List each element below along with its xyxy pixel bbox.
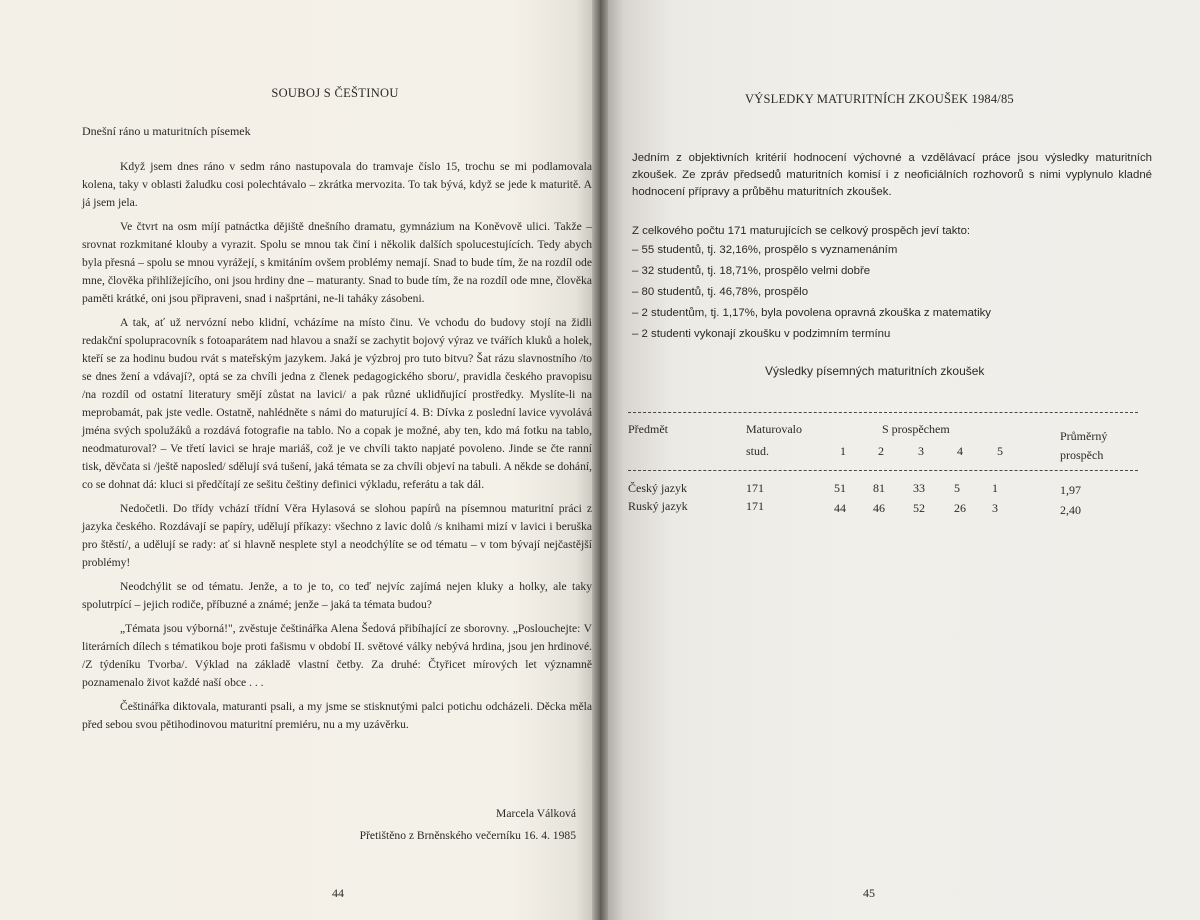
cell-avg: 1,97 [1060, 483, 1081, 497]
list-item: – 55 studentů, tj. 32,16%, prospělo s vyznamenáním [632, 244, 898, 256]
col-header-grade-2: 2 [878, 444, 884, 458]
col-header-grades: S prospěchem [882, 422, 950, 436]
article-signature [360, 803, 576, 847]
cell-grade-4: 5 [954, 481, 960, 495]
table-rule-top [628, 412, 1138, 413]
article-paragraph: Ve čtvrt na osm míjí patnáctka dějiště dnešního dramatu, gymnázium na Koněvově ulici. Takže – srovnat rozkmitané klouby a vyrazit. Spolu se mnou tak činí i několik dalších spolucestujících. Tedy abych byla přesná – spolu se mnou vyrážejí, s kmitáním ovšem problémy nemají. Snad to bude tím, že na rozdíl ode mne, člověka přihlížejícího, oni jsou hrdiny dne – maturanty. Snad to bude tím, že na rozdíl ode mne, člověka paměti krátké, oni jsou připraveni, snad i našprtáni, ne-li taháky zásobeni. [82, 220, 592, 305]
article-paragraph: Neodchýlit se od tématu. Jenže, a to je to, co teď nejvíc zajímá nejen kluky a holky, ale taky spolutrpící – jejich rodiče, příbuzné a známé; jenže – jaká ta témata budou? [82, 580, 592, 611]
cell-avg: 2,40 [1060, 503, 1081, 517]
cell-grade-3: 52 [913, 501, 925, 515]
article-paragraph: Když jsem dnes ráno v sedm ráno nastupovala do tramvaje číslo 15, trochu se mi podlamovala kolena, taky v oblasti žaludku cosi polechtávalo – zkrátka mervozita. To tak bývá, když se jede k maturitě. A já jsem jela. [82, 160, 592, 209]
col-header-took: Maturovalo [746, 422, 802, 436]
results-intro [632, 150, 1152, 201]
cell-subject: Český jazyk [628, 481, 687, 495]
cell-took: 171 [746, 499, 764, 513]
article-paragraph: „Témata jsou výborná!", zvěstuje češtinářka Alena Šedová přibíhající ze sborovny. „Poslouchejte: V literárních dílech s tématikou boje proti fašismu v období II. světové války nebývá hrdina, jsou jen hrdinové. /Z týdeníku Tvorba/. Výklad na základě vlastní četby. Za druhé: Čtyřicet mírových let významně poznamenalo život každé naší obce . . . [82, 622, 592, 689]
author-name: Marcela Válková [496, 807, 576, 820]
col-header-grade-3: 3 [918, 444, 924, 458]
cell-took: 171 [746, 481, 764, 495]
page-number-right: 45 [863, 886, 875, 900]
article-paragraph: Nedočetli. Do třídy vchází třídní Věra Hylasová se slohou papírů na písemnou maturitní práci z jazyka českého. Rozdávají se papíry, udělují příkazy: všechno z lavic dolů /s knihami mizí v lavici i beruška pro štěstí/, a udělují se rady: ať si hlavně nesplete styl a neodchýlíte se od tématu – v tom bývají nejčastější problémy! [82, 502, 592, 569]
page-number-left: 44 [332, 886, 344, 900]
list-item: – 80 studentů, tj. 46,78%, prospělo [632, 286, 809, 298]
intro-paragraph: Jedním z objektivních kritérií hodnocení výchovné a vzdělávací práce jsou výsledky maturitních zkoušek. Ze zpráv předsedů maturitních komisí i z neoficiálních rozhovorů s nimi vyplynulo kladné hodnocení přípravy a průběhu maturitních zkoušek. [632, 152, 1152, 198]
col-header-took-2: stud. [746, 444, 770, 458]
col-header-grade-4: 4 [957, 444, 963, 458]
cell-grade-5: 3 [992, 501, 998, 515]
right-page [600, 0, 1200, 920]
cell-grade-4: 26 [954, 501, 966, 515]
article-title: SOUBOJ S ČEŠTINOU [271, 86, 399, 100]
summary-list [632, 240, 1152, 345]
cell-grade-1: 44 [834, 501, 846, 515]
list-item: – 32 studentů, tj. 18,71%, prospělo velmi dobře [632, 265, 871, 277]
col-header-grade-1: 1 [840, 444, 846, 458]
cell-grade-1: 51 [834, 481, 846, 495]
col-header-subject: Předmět [628, 422, 668, 436]
results-summary [632, 222, 1152, 345]
article-paragraph: Češtinářka diktovala, maturanti psali, a my jsme se stisknutými palci potichu odcházeli. Děcka měla před sebou svou pětihodinovou maturitní premiéru, nu a my uzávěrku. [82, 700, 592, 731]
cell-grade-3: 33 [913, 481, 925, 495]
cell-grade-2: 81 [873, 481, 885, 495]
reprint-source: Přetištěno z Brněnského večerníku 16. 4. 1985 [359, 829, 576, 842]
col-header-avg: Průměrný [1060, 429, 1108, 443]
article-body [82, 158, 592, 740]
col-header-grade-5: 5 [997, 444, 1003, 458]
col-header-avg-2: prospěch [1060, 448, 1104, 462]
cell-subject: Ruský jazyk [628, 499, 688, 513]
list-item: – 2 studenti vykonají zkoušku v podzimním termínu [632, 328, 891, 340]
book-gutter [592, 0, 608, 920]
article-paragraph: A tak, ať už nervózní nebo klidní, vcházíme na místo činu. Ve vchodu do budovy stojí na židli redakční spolupracovník s fotoaparátem nad hlavou a snaží se zachytit bojový výraz ve tvářích kluků a holek, kteří se za hodinu budou rvát s mateřským jazykem. Jaká je výzbroj pro tuto bitvu? Šat rázu slavnostního /to se dnes žení a vdávají?, optá se za chvíli jedna z členek pedagogického sboru/, pravidla českého pravopisu /na rozdíl od ostatní literatury smějí zůstat na lavici/ a pak různé uklidňující prostředky. Myslíte-li na meprobamát, pak jste vedle. Ostatně, nahlédněte s námi do maturující 4. B: Dívka z poslední lavice vyvolává jména svých spolužáků a rozdává fotografie na tablo. No a copak je možné, aby ten, kdo má fotku na tablo, neodmaturoval? – Ve třetí lavici se hraje mariáš, což je ve chvíli takto napjaté povoleno. Jinde se čte ranní tisk, děvčata si /ještě naposled/ sdělují svá tušení, jaká témata se za chvíli objeví na tabuli. A někde se dohání, co se dohnat dá: kluci si předčítají ze sešitu češtiny definici výkladu, referátu a tak dál. [82, 316, 592, 491]
summary-heading: Z celkového počtu 171 maturujících se celkový prospěch jeví takto: [632, 225, 971, 237]
table-title: Výsledky písemných maturitních zkoušek [765, 364, 985, 378]
list-item: – 2 studentům, tj. 1,17%, byla povolena opravná zkouška z matematiky [632, 307, 991, 319]
results-title: VÝSLEDKY MATURITNÍCH ZKOUŠEK 1984/85 [745, 92, 1014, 106]
article-subtitle: Dnešní ráno u maturitních písemek [82, 124, 251, 138]
cell-grade-5: 1 [992, 481, 998, 495]
table-rule-mid [628, 470, 1138, 471]
cell-grade-2: 46 [873, 501, 885, 515]
